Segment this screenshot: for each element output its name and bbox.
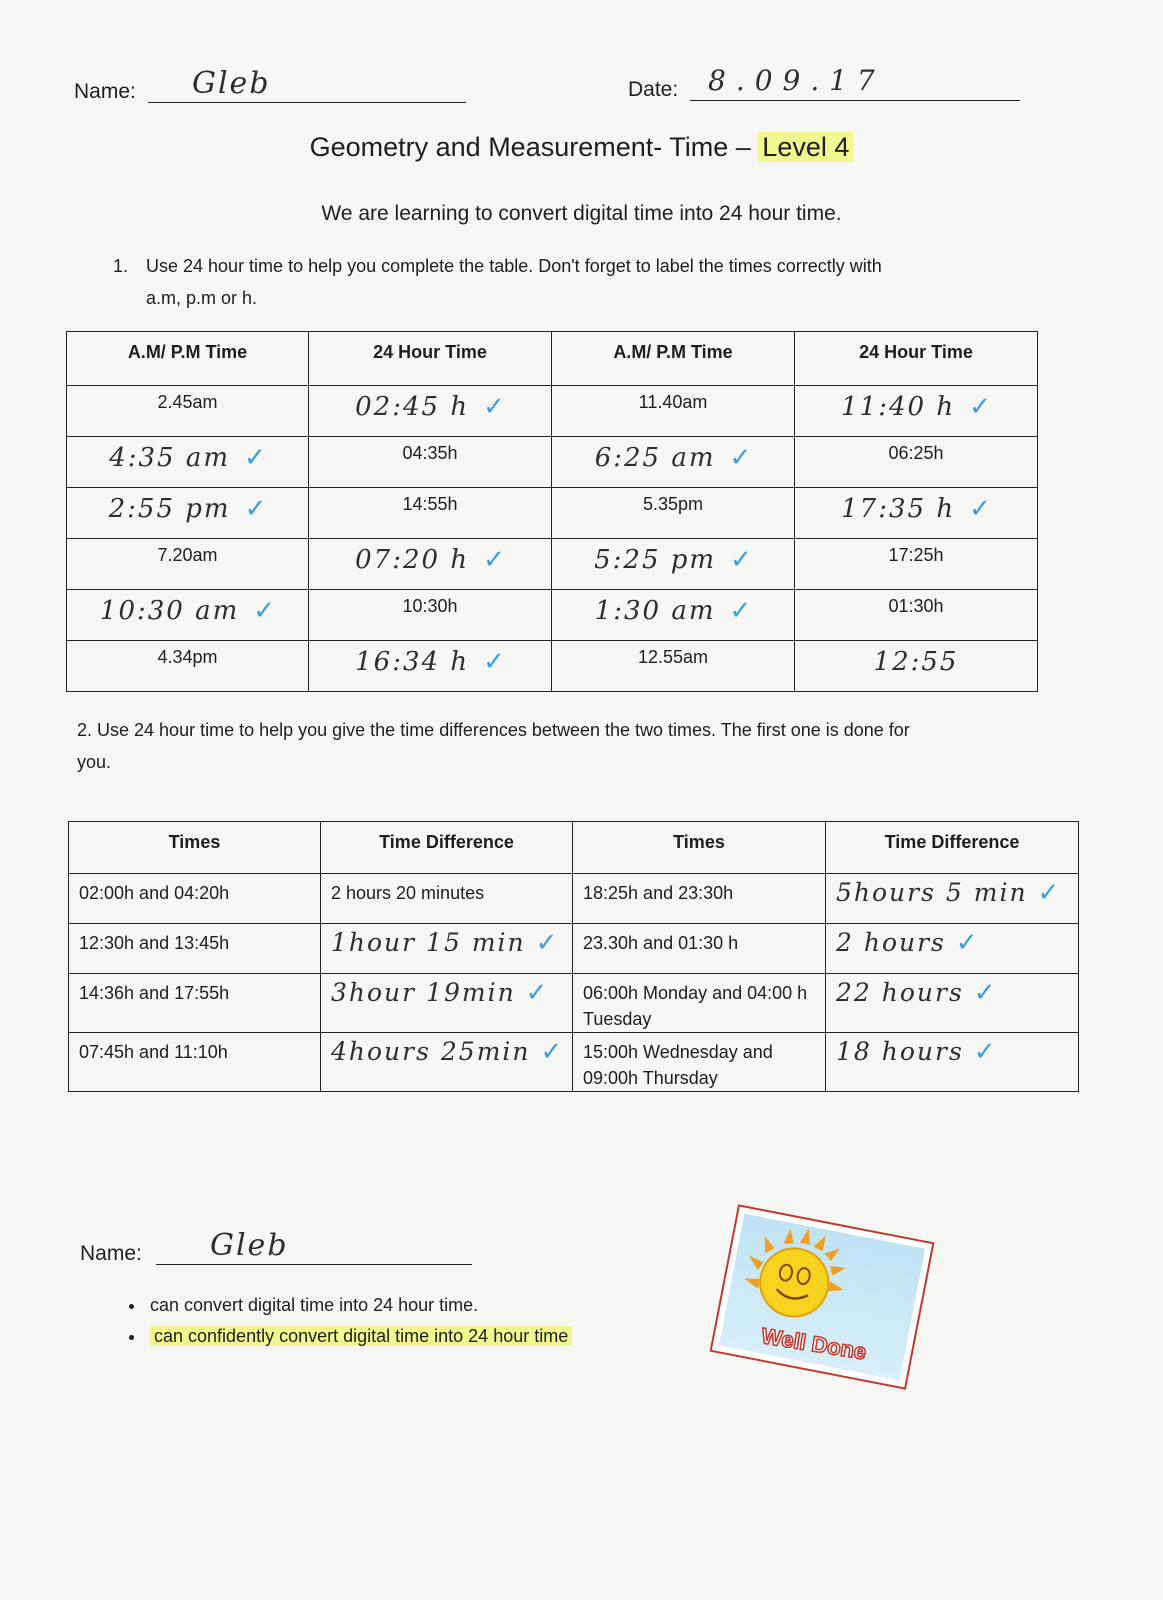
t1-cell <box>309 539 552 590</box>
t2-cell <box>69 1033 321 1092</box>
q1-text-line2: a.m, p.m or h. <box>146 288 258 308</box>
printed-value: 23.30h and 01:30 h <box>583 933 739 953</box>
handwritten-answer: 12:55 <box>873 647 959 677</box>
printed-value: 12.55am <box>637 647 709 667</box>
q2-instructions <box>77 714 1037 778</box>
printed-value: 17:25h <box>888 545 944 565</box>
footer-name-value: Gleb <box>210 1228 289 1263</box>
t1-cell <box>795 590 1038 641</box>
t1-cell <box>67 539 309 590</box>
t1-cell <box>795 437 1038 488</box>
check-mark-icon: ✓ <box>253 596 276 626</box>
handwritten-answer: 07:20 h <box>355 545 470 575</box>
handwritten-answer: 16:34 h <box>355 647 470 677</box>
t1-header: A.M/ P.M Time <box>67 332 309 386</box>
t2-cell <box>69 874 321 924</box>
t2-cell <box>321 1033 573 1092</box>
handwritten-answer: 1hour 15 min <box>331 928 526 957</box>
footer-name-label: Name: <box>80 1242 142 1265</box>
check-mark-icon: ✓ <box>955 928 978 958</box>
t2-header: Times <box>573 822 826 874</box>
t1-header: 24 Hour Time <box>309 332 552 386</box>
t2-cell <box>573 924 826 974</box>
printed-value: 18:25h and 23:30h <box>583 883 734 903</box>
table-row <box>69 874 1079 924</box>
check-mark-icon: ✓ <box>540 1037 563 1067</box>
check-mark-icon: ✓ <box>973 978 996 1008</box>
printed-value: 14:36h and 17:55h <box>79 983 230 1003</box>
printed-value: 2 hours 20 minutes <box>331 883 485 903</box>
table-row <box>67 590 1038 641</box>
page-subtitle: We are learning to convert digital time into 24 hour time. <box>321 202 842 225</box>
check-mark-icon: ✓ <box>729 443 752 473</box>
t1-cell <box>795 539 1038 590</box>
conversion-table <box>66 331 1038 692</box>
t1-cell <box>309 590 552 641</box>
handwritten-answer: 18 hours <box>836 1037 964 1066</box>
check-mark-icon: ✓ <box>1037 878 1060 908</box>
handwritten-answer: 17:35 h <box>841 494 956 524</box>
t1-cell <box>309 488 552 539</box>
name-label: Name: <box>74 80 136 103</box>
check-mark-icon: ✓ <box>483 545 505 575</box>
name-field <box>148 66 466 103</box>
printed-value: 10:30h <box>402 596 458 616</box>
t1-cell <box>552 386 795 437</box>
handwritten-answer: 4:35 am <box>109 443 230 473</box>
footer-name-field <box>156 1228 472 1265</box>
t1-cell <box>552 488 795 539</box>
q2-text-line1: 2. Use 24 hour time to help you give the time differences between the two times. The first one is done for <box>77 720 910 740</box>
table-row <box>69 924 1079 974</box>
q2-text-line2: you. <box>77 752 112 772</box>
t1-cell <box>67 386 309 437</box>
t1-cell <box>67 488 309 539</box>
title-main: Geometry and Measurement- Time – <box>309 132 759 162</box>
well-done-sticker <box>710 1204 935 1389</box>
t2-cell <box>321 924 573 974</box>
t1-cell <box>795 641 1038 692</box>
criteria-item: • can confidently convert digital time into 24 hour time <box>146 1321 572 1352</box>
t2-cell <box>69 974 321 1033</box>
t1-header: 24 Hour Time <box>795 332 1038 386</box>
check-mark-icon: ✓ <box>483 392 505 422</box>
t2-cell <box>826 974 1079 1033</box>
t1-cell <box>552 437 795 488</box>
t2-header: Time Difference <box>826 822 1079 874</box>
t1-cell <box>67 641 309 692</box>
t2-cell <box>826 924 1079 974</box>
printed-value: 04:35h <box>402 443 458 463</box>
t1-cell <box>552 641 795 692</box>
date-field <box>690 64 1020 101</box>
handwritten-answer: 02:45 h <box>355 392 470 422</box>
printed-value: 07:45h and 11:10h <box>79 1042 228 1062</box>
t2-cell <box>573 1033 826 1092</box>
check-mark-icon: ✓ <box>729 596 752 626</box>
check-mark-icon: ✓ <box>244 443 266 473</box>
name-value: Gleb <box>192 66 271 101</box>
t1-cell <box>795 488 1038 539</box>
date-label: Date: <box>628 78 679 101</box>
printed-value: 12:30h and 13:45h <box>79 933 230 953</box>
handwritten-answer: 10:30 am <box>99 596 240 626</box>
t1-cell <box>67 437 309 488</box>
t2-cell <box>321 974 573 1033</box>
t2-cell <box>573 874 826 924</box>
printed-value: 7.20am <box>157 545 218 565</box>
handwritten-answer: 3hour 19min <box>331 978 516 1007</box>
table-row <box>67 437 1038 488</box>
criteria-item: • can convert digital time into 24 hour time. <box>146 1290 572 1321</box>
table-row <box>67 641 1038 692</box>
title-level: Level 4 <box>758 132 853 162</box>
date-value: 8.09.17 <box>708 64 885 97</box>
t1-cell <box>552 590 795 641</box>
printed-value: 2.45am <box>157 392 218 412</box>
t1-cell <box>309 386 552 437</box>
handwritten-answer: 5hours 5 min <box>836 878 1028 907</box>
printed-value: 01:30h <box>888 596 944 616</box>
t2-cell <box>826 1033 1079 1092</box>
sticker-text: Well Done <box>759 1323 869 1365</box>
handwritten-answer: 5:25 pm <box>594 545 717 575</box>
t1-cell <box>552 539 795 590</box>
check-mark-icon: ✓ <box>969 392 991 422</box>
check-mark-icon: ✓ <box>525 978 548 1008</box>
printed-value: 02:00h and 04:20h <box>79 883 230 903</box>
q1-number: 1. <box>113 256 129 276</box>
t2-cell <box>826 874 1079 924</box>
t1-cell <box>67 590 309 641</box>
t2-header: Time Difference <box>321 822 573 874</box>
handwritten-answer: 1:30 am <box>594 596 716 626</box>
handwritten-answer: 11:40 h <box>841 392 956 422</box>
handwritten-answer: 2:55 pm <box>108 494 231 524</box>
t2-header: Times <box>69 822 321 874</box>
t1-cell <box>309 641 552 692</box>
success-criteria-list <box>118 1290 572 1352</box>
check-mark-icon: ✓ <box>969 494 991 524</box>
printed-value: 15:00h Wednesday and 09:00h Thursday <box>583 1042 773 1088</box>
t1-cell <box>795 386 1038 437</box>
table-row <box>67 386 1038 437</box>
printed-value: 11.40am <box>638 392 708 412</box>
t2-cell <box>69 924 321 974</box>
check-mark-icon: ✓ <box>483 647 505 677</box>
check-mark-icon: ✓ <box>244 494 267 524</box>
t2-cell <box>573 974 826 1033</box>
check-mark-icon: ✓ <box>535 928 558 958</box>
printed-value: 06:00h Monday and 04:00 h Tuesday <box>583 983 808 1029</box>
t1-header: A.M/ P.M Time <box>552 332 795 386</box>
printed-value: 06:25h <box>888 443 944 463</box>
q1-instructions <box>146 250 1016 314</box>
time-difference-table <box>68 821 1079 1092</box>
t2-cell <box>321 874 573 924</box>
printed-value: 5.35pm <box>642 494 704 514</box>
handwritten-answer: 6:25 am <box>594 443 716 473</box>
table-row <box>69 1033 1079 1092</box>
handwritten-answer: 22 hours <box>836 978 964 1007</box>
table-row <box>67 488 1038 539</box>
t1-cell <box>309 437 552 488</box>
handwritten-answer: 4hours 25min <box>331 1037 531 1066</box>
table-row <box>67 539 1038 590</box>
check-mark-icon: ✓ <box>973 1037 996 1067</box>
printed-value: 14:55h <box>402 494 458 514</box>
table-row <box>69 974 1079 1033</box>
q1-text-line1: Use 24 hour time to help you complete the table. Don't forget to label the times correctly with <box>146 256 882 276</box>
handwritten-answer: 2 hours <box>836 928 946 957</box>
check-mark-icon: ✓ <box>730 545 752 575</box>
page-title <box>0 132 1163 163</box>
printed-value: 4.34pm <box>157 647 218 667</box>
